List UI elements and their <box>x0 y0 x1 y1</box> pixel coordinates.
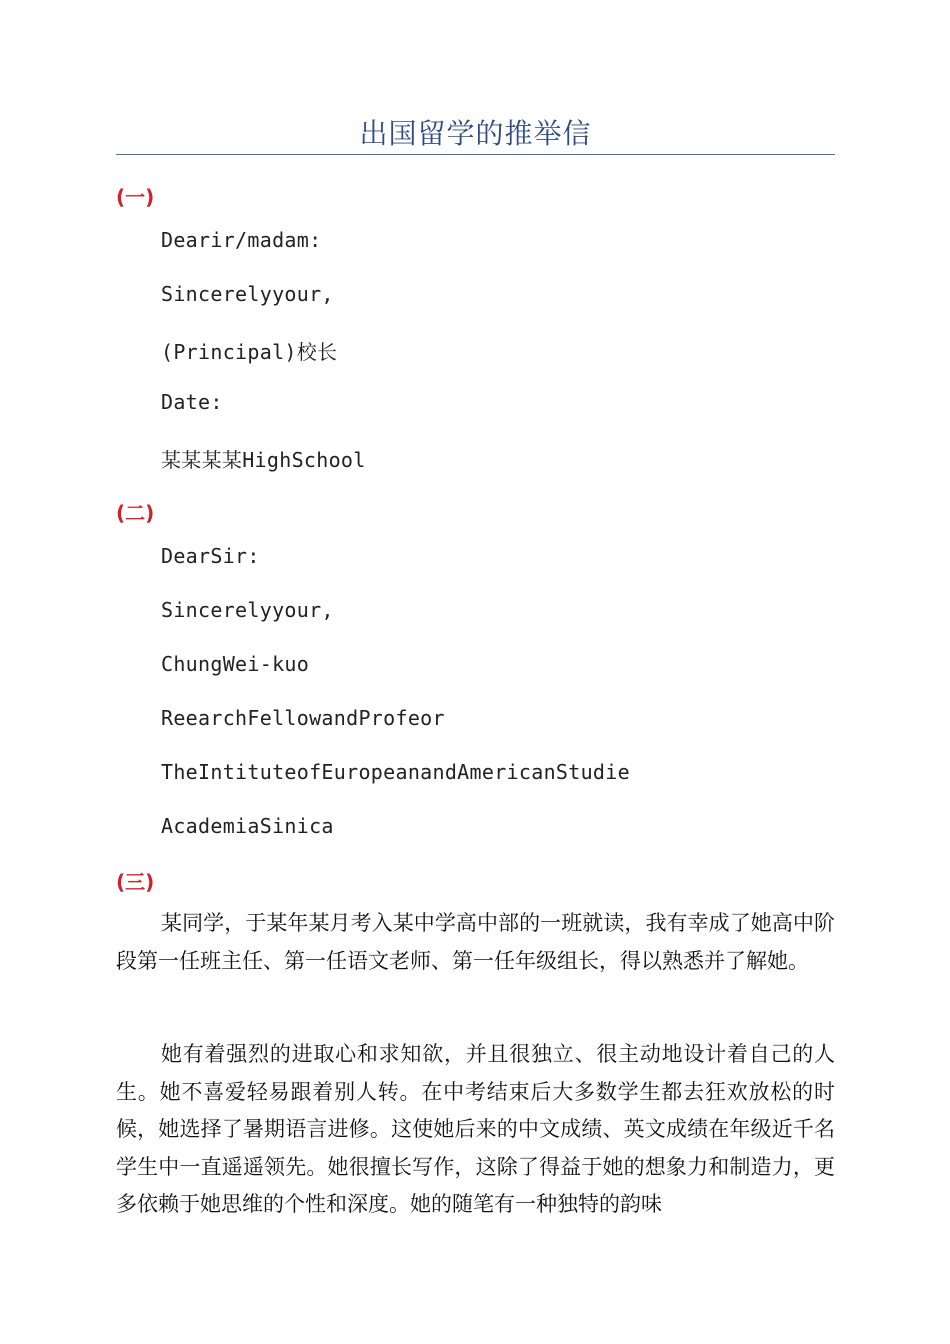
body-paragraph: 她有着强烈的进取心和求知欲，并且很独立、很主动地设计着自己的人生。她不喜爱轻易跟着别人转。在中考结束后大多数学生都去狂欢放松的时候，她选择了暑期语言进修。这使她后来的中文成绩、英文成绩在年级近千名学生中一直遥遥领先。她很擅长写作，这除了得益于她的想象力和制造力，更多依赖于她思维的个性和深度。她的随笔有一种独特的韵味 <box>116 1042 835 1216</box>
date-line: Date: <box>161 390 223 414</box>
title-underline <box>116 154 835 155</box>
signer-position-line: ReearchFellowandProfeor <box>161 706 445 730</box>
closing-line: Sincerelyyour, <box>161 598 334 622</box>
signer-title-line: (Principal)校长 <box>161 340 338 364</box>
section-heading-3: (三) <box>116 870 155 894</box>
body-paragraph: 某同学，于某年某月考入某中学高中部的一班就读，我有幸成了她高中阶段第一任班主任、第一任语文老师、第一任年级组长，得以熟悉并了解她。 <box>116 911 835 973</box>
school-line: 某某某某HighSchool <box>161 448 366 472</box>
signer-name-line: ChungWei-kuo <box>161 652 310 676</box>
section-heading-1: (一) <box>116 185 155 209</box>
section-heading-2: (二) <box>116 501 155 525</box>
document-title: 出国留学的推举信 <box>359 117 592 150</box>
academy-line: AcademiaSinica <box>161 814 334 838</box>
salutation-line: Dearir/madam: <box>161 228 322 252</box>
salutation-line: DearSir: <box>161 544 260 568</box>
institute-line: TheIntituteofEuropeanandAmericanStudie <box>161 760 630 784</box>
closing-line: Sincerelyyour, <box>161 282 334 306</box>
